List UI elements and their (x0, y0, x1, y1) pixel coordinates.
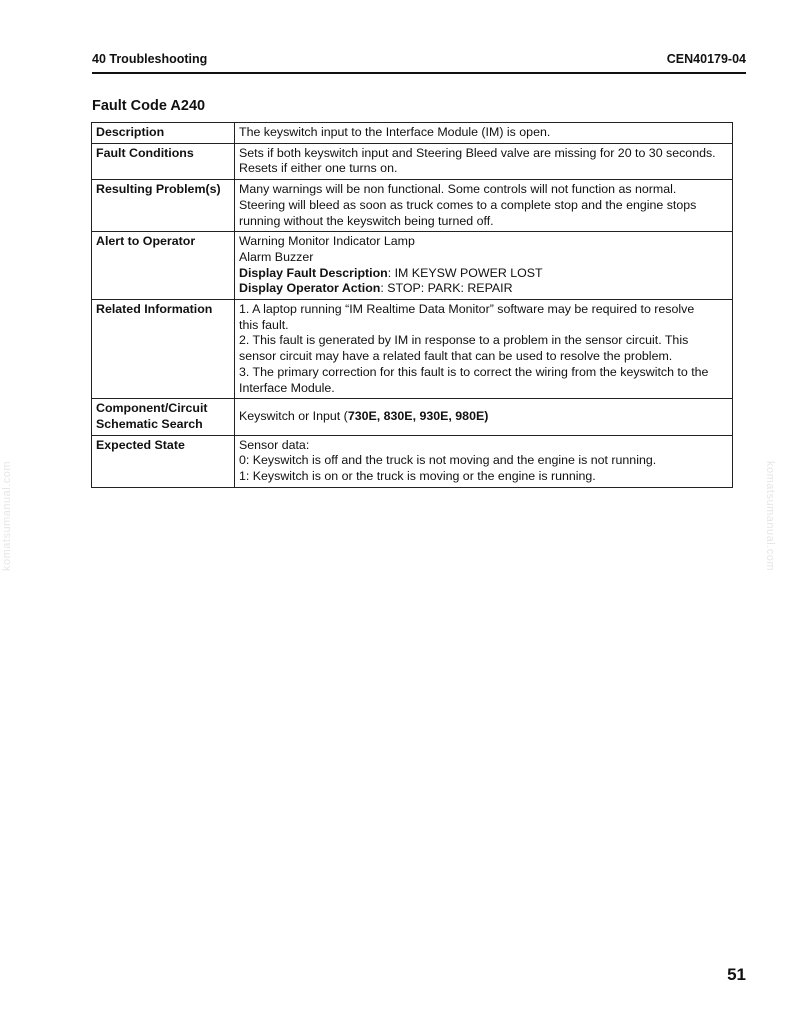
page-number: 51 (727, 965, 746, 984)
table-row-alert-to-operator (92, 232, 733, 300)
description-label: Description (92, 123, 235, 144)
related-information-line: 1. A laptop running “IM Realtime Data Monitor” software may be required to resolve (239, 302, 695, 317)
alert-to-operator-label: Alert to Operator (92, 232, 235, 300)
fault-conditions-line: Sets if both keyswitch input and Steering Bleed valve are missing for 20 to 30 seconds. (239, 145, 716, 160)
component-search-value (235, 399, 733, 435)
resulting-problems-line: running without the keyswitch being turned off. (239, 213, 494, 228)
resulting-problems-line: Steering will bleed as soon as truck comes to a complete stop and the engine stops (239, 197, 697, 212)
expected-state-line: Sensor data: (239, 437, 310, 452)
table-row-component-search (92, 399, 733, 435)
table-row-resulting-problems (92, 180, 733, 232)
fault-conditions-value (235, 143, 733, 179)
table-row-description (92, 123, 733, 144)
fault-conditions-line: Resets if either one turns on. (239, 161, 398, 176)
alert-line-fault-description (239, 266, 729, 282)
expected-state-label: Expected State (92, 435, 235, 487)
table-row-expected-state (92, 435, 733, 487)
alert-line-buzzer: Alarm Buzzer (239, 249, 314, 264)
fault-description-label: Display Fault Description (239, 265, 388, 280)
table-row-related-information (92, 300, 733, 399)
expected-state-line: 1: Keyswitch is on or the truck is moving or the engine is running. (239, 469, 596, 484)
component-search-models: 730E, 830E, 930E, 980E) (347, 409, 489, 424)
alert-line-operator-action (239, 281, 729, 297)
watermark-left: komatsumanual.com (1, 461, 13, 571)
resulting-problems-value (235, 180, 733, 232)
expected-state-value (235, 435, 733, 487)
resulting-problems-label: Resulting Problem(s) (92, 180, 235, 232)
alert-line-lamp: Warning Monitor Indicator Lamp (239, 234, 415, 249)
alert-to-operator-value (235, 232, 733, 300)
related-information-value (235, 300, 733, 399)
related-information-line: 2. This fault is generated by IM in response to a problem in the sensor circuit. This (239, 333, 689, 348)
related-information-line: Interface Module. (239, 380, 335, 395)
related-information-line: 3. The primary correction for this fault is to correct the wiring from the keyswitch to the (239, 364, 709, 379)
fault-code-table (91, 122, 733, 488)
document-code: CEN40179-04 (666, 52, 746, 66)
fault-conditions-label: Fault Conditions (92, 143, 235, 179)
section-title: 40 Troubleshooting (92, 52, 208, 66)
page-header (92, 52, 746, 74)
component-search-prefix: Keyswitch or Input ( (239, 409, 348, 424)
table-row-fault-conditions (92, 143, 733, 179)
fault-code-title: Fault Code A240 (92, 98, 206, 114)
component-search-label (92, 399, 235, 435)
related-information-label: Related Information (92, 300, 235, 399)
related-information-line: this fault. (239, 317, 289, 332)
watermark-right: komatsumanual.com (764, 461, 776, 571)
component-search-label-line: Component/Circuit (96, 401, 208, 416)
description-value: The keyswitch input to the Interface Module (IM) is open. (235, 123, 733, 144)
related-information-line: sensor circuit may have a related fault that can be used to resolve the problem. (239, 349, 673, 364)
operator-action-value: : STOP: PARK: REPAIR (380, 281, 513, 296)
operator-action-label: Display Operator Action (239, 281, 381, 296)
fault-description-value: : IM KEYSW POWER LOST (387, 265, 543, 280)
resulting-problems-line: Many warnings will be non functional. Some controls will not function as normal. (239, 182, 677, 197)
expected-state-line: 0: Keyswitch is off and the truck is not moving and the engine is not running. (239, 453, 657, 468)
component-search-label-line: Schematic Search (96, 416, 203, 431)
